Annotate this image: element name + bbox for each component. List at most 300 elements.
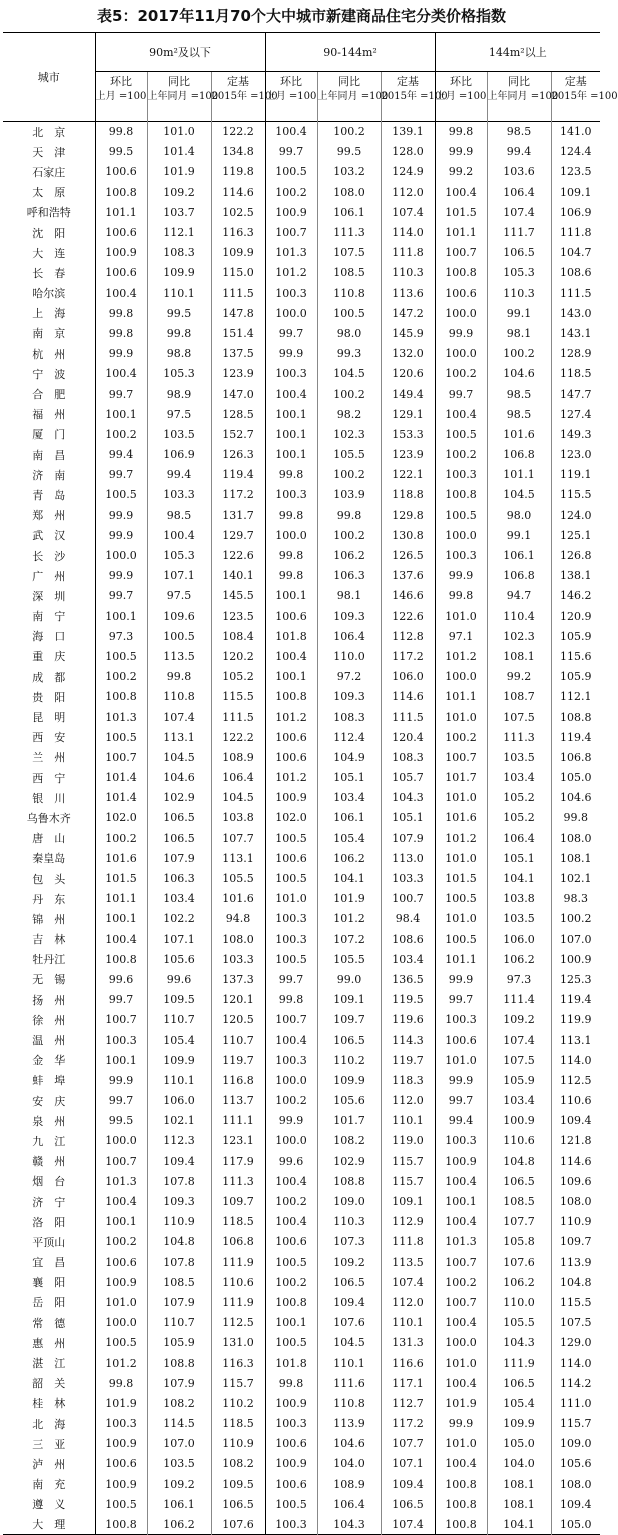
- index-value: 99.7: [95, 586, 147, 606]
- index-value: 100.3: [265, 909, 317, 929]
- index-value: 106.4: [317, 1494, 381, 1514]
- index-value: 111.8: [381, 243, 435, 263]
- index-value: 110.9: [551, 1212, 600, 1232]
- index-value: 104.5: [147, 747, 211, 767]
- table-row: [3, 788, 600, 808]
- index-value: 108.6: [551, 263, 600, 283]
- city-name: 金 华: [32, 1054, 66, 1068]
- city-name: 南 宁: [32, 610, 66, 624]
- index-value: 100.3: [265, 364, 317, 384]
- table-row: [3, 263, 600, 283]
- index-value: 100.2: [265, 1091, 317, 1111]
- index-value: 104.6: [551, 788, 600, 808]
- index-value: 107.9: [147, 1373, 211, 1393]
- index-value: 100.6: [265, 1232, 317, 1252]
- index-value: 99.8: [95, 1373, 147, 1393]
- index-value: 99.8: [95, 323, 147, 343]
- base-header: 2015年 =100: [551, 90, 600, 122]
- index-value: 100.6: [265, 727, 317, 747]
- index-value: 102.3: [487, 626, 551, 646]
- index-value: 106.0: [147, 1091, 211, 1111]
- index-value: 99.7: [95, 465, 147, 485]
- index-value: 126.3: [211, 445, 265, 465]
- city-name: 福 州: [32, 408, 66, 422]
- index-value: 108.6: [381, 929, 435, 949]
- index-value: 153.3: [381, 424, 435, 444]
- index-value: 108.2: [317, 1131, 381, 1151]
- table-row: [3, 1070, 600, 1090]
- index-value: 99.4: [435, 1111, 487, 1131]
- index-value: 107.4: [381, 202, 435, 222]
- index-value: 99.5: [95, 142, 147, 162]
- city-name: 泉 州: [32, 1114, 66, 1128]
- index-value: 106.0: [487, 929, 551, 949]
- index-value: 110.7: [147, 1313, 211, 1333]
- index-value: 112.7: [381, 1393, 435, 1413]
- city-name: 南 昌: [32, 448, 66, 462]
- sub-header: 定基: [211, 72, 265, 91]
- index-value: 110.1: [147, 1070, 211, 1090]
- city-name: 安 庆: [32, 1094, 66, 1108]
- index-value: 101.0: [95, 1292, 147, 1312]
- index-value: 101.2: [95, 1353, 147, 1373]
- group-header-medium: 90-144m²: [265, 33, 435, 72]
- table-row: [3, 1434, 600, 1454]
- index-value: 101.2: [435, 828, 487, 848]
- index-value: 99.3: [317, 344, 381, 364]
- table-row: [3, 667, 600, 687]
- index-value: 101.0: [435, 1353, 487, 1373]
- index-value: 112.3: [147, 1131, 211, 1151]
- index-value: 113.0: [381, 848, 435, 868]
- index-value: 100.2: [317, 122, 381, 142]
- index-value: 128.5: [211, 404, 265, 424]
- city-name: 天 津: [32, 145, 66, 159]
- index-value: 123.9: [211, 364, 265, 384]
- index-value: 98.1: [487, 323, 551, 343]
- index-value: 101.1: [95, 889, 147, 909]
- city-name: 惠 州: [32, 1336, 66, 1350]
- index-value: 101.0: [435, 1434, 487, 1454]
- index-value: 100.3: [95, 1030, 147, 1050]
- index-value: 101.0: [435, 1050, 487, 1070]
- index-value: 98.1: [317, 586, 381, 606]
- city-name: 石家庄: [32, 165, 66, 179]
- city-name: 杭 州: [32, 347, 66, 361]
- index-value: 97.2: [317, 667, 381, 687]
- index-value: 129.1: [381, 404, 435, 424]
- index-value: 106.8: [487, 445, 551, 465]
- index-value: 101.6: [435, 808, 487, 828]
- index-value: 98.5: [487, 384, 551, 404]
- index-value: 119.0: [381, 1131, 435, 1151]
- index-value: 113.6: [381, 283, 435, 303]
- index-value: 112.5: [211, 1313, 265, 1333]
- index-value: 101.3: [265, 243, 317, 263]
- base-header: 上月 =100: [95, 90, 147, 122]
- index-value: 98.4: [381, 909, 435, 929]
- index-value: 100.2: [265, 1272, 317, 1292]
- index-value: 113.5: [381, 1252, 435, 1272]
- index-value: 99.8: [147, 323, 211, 343]
- index-value: 113.9: [551, 1252, 600, 1272]
- index-value: 101.0: [265, 889, 317, 909]
- index-value: 110.6: [487, 1131, 551, 1151]
- index-value: 101.3: [95, 707, 147, 727]
- index-value: 99.8: [435, 122, 487, 142]
- index-value: 131.7: [211, 505, 265, 525]
- index-value: 120.2: [211, 646, 265, 666]
- city-name: 呼和浩特: [26, 206, 71, 220]
- city-name: 吉 林: [32, 933, 66, 947]
- index-value: 108.0: [551, 1474, 600, 1494]
- index-value: 104.5: [317, 1333, 381, 1353]
- index-value: 124.9: [381, 162, 435, 182]
- index-value: 100.5: [265, 1333, 317, 1353]
- index-value: 101.5: [435, 202, 487, 222]
- index-value: 107.9: [147, 1292, 211, 1312]
- index-value: 108.1: [487, 1474, 551, 1494]
- index-value: 97.3: [95, 626, 147, 646]
- index-value: 109.4: [317, 1292, 381, 1312]
- index-value: 107.7: [211, 828, 265, 848]
- index-value: 99.4: [487, 142, 551, 162]
- index-value: 105.6: [317, 1091, 381, 1111]
- index-value: 105.0: [487, 1434, 551, 1454]
- index-value: 100.1: [95, 404, 147, 424]
- city-name: 湛 江: [32, 1357, 66, 1371]
- index-value: 101.9: [435, 1393, 487, 1413]
- table-row: [3, 243, 600, 263]
- index-value: 101.0: [435, 909, 487, 929]
- index-value: 106.5: [211, 1494, 265, 1514]
- index-value: 106.5: [487, 243, 551, 263]
- index-value: 105.8: [487, 1232, 551, 1252]
- index-value: 100.7: [435, 747, 487, 767]
- index-value: 99.8: [265, 545, 317, 565]
- city-name: 无 锡: [32, 973, 66, 987]
- index-value: 100.4: [435, 404, 487, 424]
- index-value: 109.5: [147, 990, 211, 1010]
- index-value: 109.7: [317, 1010, 381, 1030]
- index-value: 100.9: [435, 1151, 487, 1171]
- table-row: [3, 1191, 600, 1211]
- index-value: 99.8: [435, 586, 487, 606]
- index-value: 105.1: [487, 848, 551, 868]
- index-value: 99.9: [435, 1414, 487, 1434]
- index-value: 100.6: [265, 1434, 317, 1454]
- index-value: 105.2: [487, 808, 551, 828]
- index-value: 122.6: [381, 606, 435, 626]
- table-row: [3, 909, 600, 929]
- index-value: 105.7: [381, 768, 435, 788]
- index-value: 122.2: [211, 122, 265, 142]
- table-row: [3, 222, 600, 242]
- index-value: 100.2: [265, 182, 317, 202]
- index-value: 100.5: [265, 868, 317, 888]
- index-value: 98.0: [487, 505, 551, 525]
- index-value: 109.1: [551, 182, 600, 202]
- index-value: 99.0: [317, 969, 381, 989]
- city-name: 泸 州: [32, 1457, 66, 1471]
- index-value: 100.2: [435, 727, 487, 747]
- index-value: 145.9: [381, 323, 435, 343]
- index-value: 105.4: [147, 1030, 211, 1050]
- group-header-large: 144m²以上: [435, 33, 600, 72]
- index-value: 120.9: [551, 606, 600, 626]
- index-value: 105.6: [147, 949, 211, 969]
- index-value: 100.1: [95, 1050, 147, 1070]
- index-value: 105.9: [147, 1333, 211, 1353]
- index-value: 109.2: [487, 1010, 551, 1030]
- index-value: 100.7: [95, 1010, 147, 1030]
- index-value: 100.2: [95, 667, 147, 687]
- index-value: 100.7: [95, 1151, 147, 1171]
- index-value: 111.3: [317, 222, 381, 242]
- index-value: 109.7: [551, 1232, 600, 1252]
- index-value: 114.3: [381, 1030, 435, 1050]
- index-value: 149.3: [551, 424, 600, 444]
- index-value: 104.5: [317, 364, 381, 384]
- index-value: 100.3: [435, 1131, 487, 1151]
- index-value: 100.3: [435, 465, 487, 485]
- city-name: 长 春: [32, 266, 66, 280]
- index-value: 101.2: [265, 707, 317, 727]
- index-value: 114.0: [551, 1050, 600, 1070]
- table-row: [3, 1414, 600, 1434]
- index-value: 108.1: [487, 1494, 551, 1514]
- index-value: 107.0: [551, 929, 600, 949]
- index-value: 100.3: [435, 1010, 487, 1030]
- index-value: 105.5: [317, 949, 381, 969]
- index-value: 100.8: [435, 263, 487, 283]
- index-value: 100.6: [265, 747, 317, 767]
- index-value: 127.4: [551, 404, 600, 424]
- index-value: 100.1: [95, 909, 147, 929]
- index-value: 100.2: [435, 1272, 487, 1292]
- index-value: 111.1: [211, 1111, 265, 1131]
- index-value: 100.5: [435, 929, 487, 949]
- index-value: 99.7: [265, 142, 317, 162]
- index-value: 107.1: [147, 929, 211, 949]
- city-name: 遵 义: [32, 1498, 66, 1512]
- index-value: 109.3: [317, 687, 381, 707]
- index-value: 110.8: [147, 687, 211, 707]
- index-value: 102.1: [147, 1111, 211, 1131]
- city-name: 广 州: [32, 569, 66, 583]
- index-value: 110.3: [317, 1212, 381, 1232]
- table-row: [3, 303, 600, 323]
- index-value: 110.8: [317, 283, 381, 303]
- index-value: 114.6: [211, 182, 265, 202]
- index-value: 121.8: [551, 1131, 600, 1151]
- index-value: 131.0: [211, 1333, 265, 1353]
- index-value: 101.2: [435, 646, 487, 666]
- index-value: 106.2: [317, 848, 381, 868]
- index-value: 97.5: [147, 404, 211, 424]
- city-header: 城市: [3, 33, 95, 122]
- index-value: 100.8: [95, 949, 147, 969]
- index-value: 100.5: [95, 1333, 147, 1353]
- city-name: 烟 台: [32, 1175, 66, 1189]
- index-value: 111.9: [211, 1252, 265, 1272]
- index-value: 108.3: [317, 707, 381, 727]
- index-value: 100.2: [95, 828, 147, 848]
- index-value: 104.8: [147, 1232, 211, 1252]
- index-value: 110.7: [211, 1030, 265, 1050]
- index-value: 99.8: [265, 505, 317, 525]
- index-value: 126.8: [551, 545, 600, 565]
- index-value: 100.0: [95, 545, 147, 565]
- index-value: 100.4: [435, 182, 487, 202]
- table-row: [3, 808, 600, 828]
- index-value: 110.8: [317, 1393, 381, 1413]
- index-value: 100.6: [265, 1474, 317, 1494]
- index-value: 151.4: [211, 323, 265, 343]
- table-row: [3, 1030, 600, 1050]
- index-value: 109.4: [551, 1494, 600, 1514]
- index-value: 105.5: [317, 445, 381, 465]
- index-value: 100.0: [435, 667, 487, 687]
- table-row: [3, 1010, 600, 1030]
- index-value: 103.4: [147, 889, 211, 909]
- index-value: 109.4: [381, 1474, 435, 1494]
- index-value: 101.1: [435, 222, 487, 242]
- index-value: 106.8: [487, 566, 551, 586]
- index-value: 99.7: [265, 323, 317, 343]
- index-value: 110.2: [211, 1393, 265, 1413]
- index-value: 114.5: [147, 1414, 211, 1434]
- index-value: 100.1: [435, 1191, 487, 1211]
- index-value: 100.8: [435, 485, 487, 505]
- index-value: 147.8: [211, 303, 265, 323]
- index-value: 100.4: [435, 1171, 487, 1191]
- index-value: 131.3: [381, 1333, 435, 1353]
- index-value: 99.9: [435, 566, 487, 586]
- index-value: 103.3: [211, 949, 265, 969]
- index-value: 115.6: [551, 646, 600, 666]
- city-name: 岳 阳: [32, 1296, 66, 1310]
- index-value: 103.5: [487, 747, 551, 767]
- index-value: 99.8: [265, 990, 317, 1010]
- city-name: 秦皇岛: [32, 852, 66, 866]
- city-name: 海 口: [32, 630, 66, 644]
- index-value: 113.1: [551, 1030, 600, 1050]
- index-value: 105.3: [147, 364, 211, 384]
- index-value: 99.1: [487, 525, 551, 545]
- index-value: 103.3: [147, 485, 211, 505]
- index-value: 109.9: [147, 263, 211, 283]
- index-value: 119.8: [211, 162, 265, 182]
- index-value: 106.4: [487, 828, 551, 848]
- index-value: 112.0: [381, 1091, 435, 1111]
- table-row: [3, 1252, 600, 1272]
- table-row: [3, 1333, 600, 1353]
- index-value: 109.4: [147, 1151, 211, 1171]
- index-value: 100.2: [435, 364, 487, 384]
- index-value: 106.8: [211, 1232, 265, 1252]
- index-value: 99.7: [95, 1091, 147, 1111]
- index-value: 99.7: [435, 990, 487, 1010]
- table-row: [3, 969, 600, 989]
- index-value: 99.8: [317, 505, 381, 525]
- index-value: 100.8: [435, 1474, 487, 1494]
- sub-header: 环比: [265, 72, 317, 91]
- city-name: 深 圳: [32, 589, 66, 603]
- index-value: 100.6: [95, 263, 147, 283]
- index-value: 100.4: [265, 1030, 317, 1050]
- index-value: 141.0: [551, 122, 600, 142]
- index-value: 139.1: [381, 122, 435, 142]
- index-value: 100.0: [95, 1313, 147, 1333]
- group-header-small: 90m²及以下: [95, 33, 265, 72]
- index-value: 100.8: [95, 182, 147, 202]
- index-value: 100.0: [435, 303, 487, 323]
- index-value: 112.0: [381, 1292, 435, 1312]
- index-value: 136.5: [381, 969, 435, 989]
- index-value: 99.5: [317, 142, 381, 162]
- table-row: [3, 162, 600, 182]
- index-value: 123.5: [551, 162, 600, 182]
- index-value: 99.9: [95, 525, 147, 545]
- sub-header: 定基: [551, 72, 600, 91]
- index-value: 99.8: [551, 808, 600, 828]
- city-name: 西 宁: [32, 771, 66, 785]
- index-value: 100.7: [435, 1252, 487, 1272]
- index-value: 106.5: [381, 1494, 435, 1514]
- index-value: 100.0: [435, 525, 487, 545]
- index-value: 116.3: [211, 222, 265, 242]
- city-name: 贵 阳: [32, 690, 66, 704]
- index-value: 100.5: [265, 1494, 317, 1514]
- city-name: 南 充: [32, 1478, 66, 1492]
- city-name: 重 庆: [32, 650, 66, 664]
- index-value: 98.5: [487, 122, 551, 142]
- index-value: 111.7: [487, 222, 551, 242]
- index-value: 114.0: [381, 222, 435, 242]
- index-value: 114.2: [551, 1373, 600, 1393]
- index-value: 100.4: [95, 929, 147, 949]
- index-value: 111.4: [487, 990, 551, 1010]
- index-value: 108.0: [551, 828, 600, 848]
- index-value: 109.2: [147, 182, 211, 202]
- table-row: [3, 606, 600, 626]
- index-value: 99.8: [265, 465, 317, 485]
- index-value: 100.2: [435, 445, 487, 465]
- index-value: 102.0: [265, 808, 317, 828]
- index-value: 106.4: [487, 182, 551, 202]
- city-name: 赣 州: [32, 1155, 66, 1169]
- index-value: 100.0: [95, 1131, 147, 1151]
- index-value: 109.2: [317, 1252, 381, 1272]
- index-value: 100.7: [265, 222, 317, 242]
- index-value: 110.3: [381, 263, 435, 283]
- index-value: 111.5: [551, 283, 600, 303]
- table-row: [3, 1272, 600, 1292]
- index-value: 105.2: [211, 667, 265, 687]
- index-value: 100.5: [147, 626, 211, 646]
- city-name: 上 海: [32, 307, 66, 321]
- index-value: 112.0: [381, 182, 435, 202]
- index-value: 116.8: [211, 1070, 265, 1090]
- index-value: 110.1: [381, 1313, 435, 1333]
- index-value: 106.2: [487, 1272, 551, 1292]
- index-value: 100.3: [265, 485, 317, 505]
- table-title: 表5：2017年11月70个大中城市新建商品住宅分类价格指数: [97, 7, 506, 25]
- index-value: 100.3: [265, 1514, 317, 1534]
- index-value: 102.2: [147, 909, 211, 929]
- index-value: 109.3: [317, 606, 381, 626]
